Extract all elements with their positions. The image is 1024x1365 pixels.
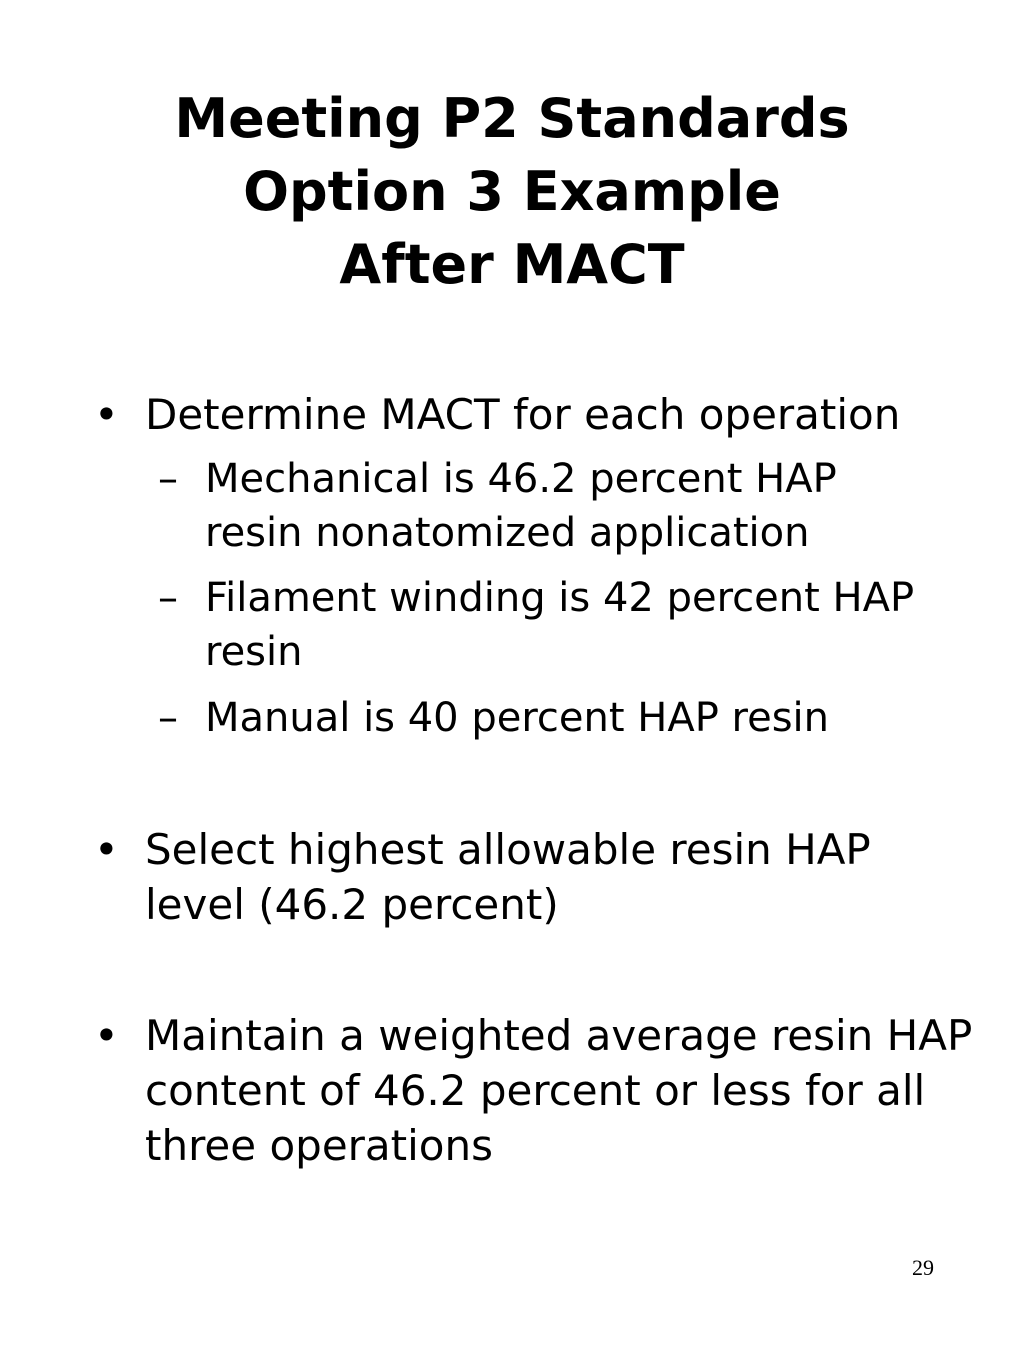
bullet-text-line: three operations xyxy=(145,1121,493,1170)
sub-text-line: Filament winding is 42 percent HAP xyxy=(205,575,915,621)
sub-text-line: resin xyxy=(205,629,303,675)
slide-title-line-2: Option 3 Example xyxy=(243,160,781,223)
bullet-text-3 xyxy=(145,1008,973,1173)
sub-text-1-2 xyxy=(205,571,965,679)
dash-icon: – xyxy=(158,695,178,741)
sub-text-line: Mechanical is 46.2 percent HAP xyxy=(205,456,837,502)
sub-text-1-3 xyxy=(205,691,965,745)
sub-text-line: Manual is 40 percent HAP resin xyxy=(205,695,830,741)
sub-text-1-1 xyxy=(205,452,965,560)
bullet-text-2 xyxy=(145,822,945,932)
dash-icon: – xyxy=(158,575,178,621)
sub-text-line: resin nonatomized application xyxy=(205,510,810,556)
dash-icon: – xyxy=(158,456,178,502)
bullet-icon: • xyxy=(94,390,119,439)
bullet-text-line: Maintain a weighted average resin HAP xyxy=(145,1011,973,1060)
bullet-text-1 xyxy=(145,387,945,442)
bullet-text-line: Determine MACT for each operation xyxy=(145,390,901,439)
bullet-icon: • xyxy=(94,825,119,874)
slide-title-line-3: After MACT xyxy=(339,233,685,296)
bullet-text-line: level (46.2 percent) xyxy=(145,880,559,929)
page-number: 29 xyxy=(912,1255,934,1280)
slide-title-line-1: Meeting P2 Standards xyxy=(174,87,850,150)
bullet-text-line: content of 46.2 percent or less for all xyxy=(145,1066,926,1115)
slide-title xyxy=(0,82,1024,301)
bullet-text-line: Select highest allowable resin HAP xyxy=(145,825,871,874)
bullet-icon: • xyxy=(94,1011,119,1060)
